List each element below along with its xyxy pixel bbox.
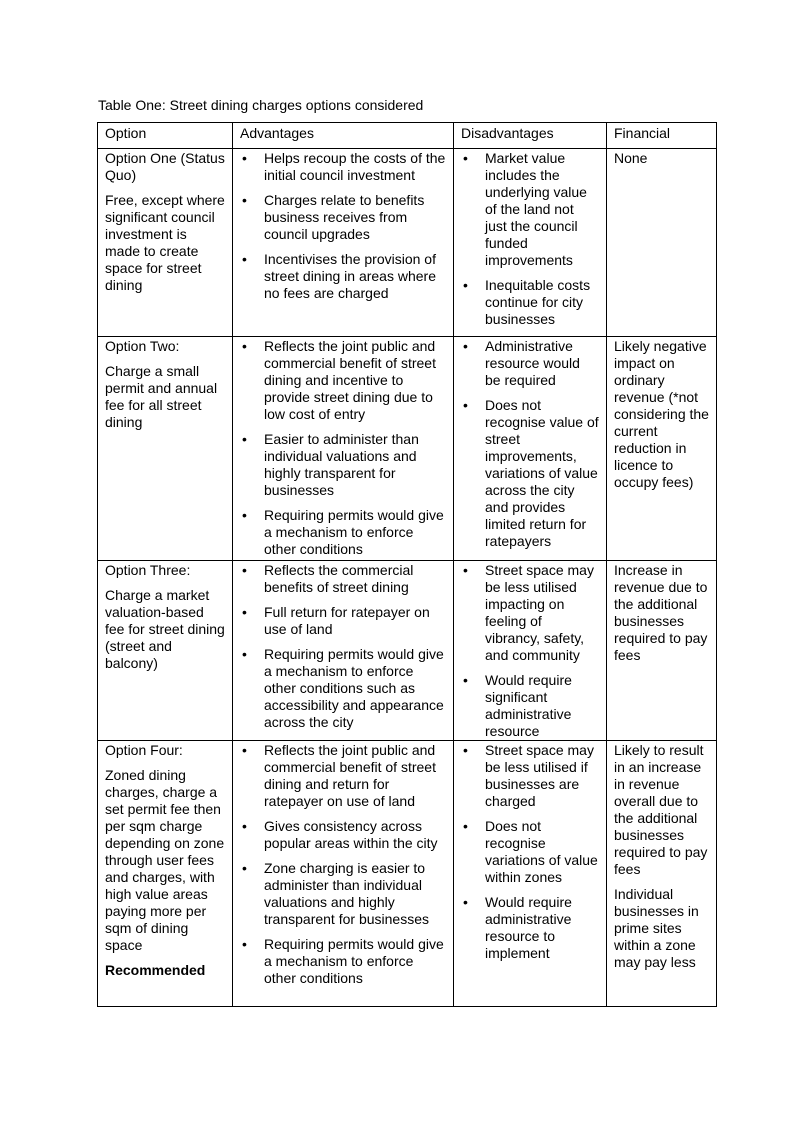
disadvantage-item: • Inequitable costs continue for city businesses — [461, 277, 599, 328]
advantage-item: • Easier to administer than individual valuations and highly transparent for businesses — [240, 431, 446, 499]
table-caption: Table One: Street dining charges options considered — [98, 97, 424, 113]
advantage-item: • Helps recoup the costs of the initial council investment — [240, 150, 446, 184]
advantage-item: • Zone charging is easier to administer than individual valuations and highly transparent for businesses — [240, 860, 446, 928]
advantage-item: • Requiring permits would give a mechanism to enforce other conditions such as accessibility and appearance across the city — [240, 646, 446, 731]
option-cell — [98, 337, 233, 561]
advantages-list — [240, 150, 446, 302]
recommended-label: Recommended — [105, 962, 206, 978]
option-title: Option Four: — [105, 742, 183, 758]
financial-text: Increase in revenue due to the additional businesses required to pay fees — [614, 562, 708, 663]
option-cell — [98, 561, 233, 741]
advantage-item: • Reflects the commercial benefits of street dining — [240, 562, 446, 596]
disadvantage-item: • Does not recognise value of street improvements, variations of value across the city and provides limited return for ratepayers — [461, 397, 599, 550]
advantages-list — [240, 742, 446, 987]
financial-text: None — [614, 150, 648, 166]
table-row-option-two — [98, 337, 717, 561]
financial-cell — [607, 561, 717, 741]
table-row-option-three — [98, 561, 717, 741]
financial-text: Individual businesses in prime sites within a zone may pay less — [614, 886, 699, 970]
header-disadvantages: Disadvantages — [454, 123, 607, 149]
disadvantages-cell — [454, 741, 607, 1007]
option-title: Option One (Status Quo) — [105, 150, 225, 183]
advantages-list — [240, 562, 446, 731]
table-row-option-four — [98, 741, 717, 1007]
financial-cell — [607, 337, 717, 561]
option-description: Charge a market valuation-based fee for street dining (street and balcony) — [105, 587, 225, 671]
options-table — [97, 122, 717, 1007]
advantages-cell — [233, 561, 454, 741]
table-header-row — [98, 123, 717, 149]
advantages-cell — [233, 337, 454, 561]
financial-cell — [607, 149, 717, 337]
advantage-item: • Gives consistency across popular areas within the city — [240, 818, 446, 852]
disadvantages-cell — [454, 337, 607, 561]
advantage-item: • Full return for ratepayer on use of land — [240, 604, 446, 638]
option-cell — [98, 741, 233, 1007]
table-row-option-one — [98, 149, 717, 337]
option-cell — [98, 149, 233, 337]
advantage-item: • Reflects the joint public and commercial benefit of street dining and incentive to provide street dining due to low cost of entry — [240, 338, 446, 423]
disadvantage-item: • Street space may be less utilised if businesses are charged — [461, 742, 599, 810]
disadvantages-cell — [454, 561, 607, 741]
financial-text: Likely negative impact on ordinary revenue (*not considering the current reduction in licence to occupy fees) — [614, 338, 709, 490]
disadvantages-list — [461, 562, 599, 740]
disadvantage-item: • Does not recognise variations of value within zones — [461, 818, 599, 886]
advantages-list — [240, 338, 446, 558]
advantage-item: • Charges relate to benefits business receives from council upgrades — [240, 192, 446, 243]
disadvantages-list — [461, 150, 599, 328]
advantage-item: • Reflects the joint public and commercial benefit of street dining and return for ratepayer on use of land — [240, 742, 446, 810]
disadvantage-item: • Would require administrative resource to implement — [461, 894, 599, 962]
advantage-item: • Requiring permits would give a mechanism to enforce other conditions — [240, 936, 446, 987]
option-description: Free, except where significant council investment is made to create space for street dining — [105, 192, 225, 293]
header-advantages: Advantages — [233, 123, 454, 149]
disadvantage-item: • Market value includes the underlying value of the land not just the council funded improvements — [461, 150, 599, 269]
financial-cell — [607, 741, 717, 1007]
option-title: Option Three: — [105, 562, 191, 578]
header-option: Option — [98, 123, 233, 149]
financial-text: Likely to result in an increase in revenue overall due to the additional businesses required to pay fees — [614, 742, 708, 877]
advantage-item: • Requiring permits would give a mechanism to enforce other conditions — [240, 507, 446, 558]
disadvantage-item: • Street space may be less utilised impacting on feeling of vibrancy, safety, and community — [461, 562, 599, 664]
advantages-cell — [233, 741, 454, 1007]
option-description: Zoned dining charges, charge a set permit fee then per sqm charge depending on zone through user fees and charges, with high value areas paying more per sqm of dining space — [105, 767, 225, 953]
disadvantage-item: • Would require significant administrative resource — [461, 672, 599, 740]
advantages-cell — [233, 149, 454, 337]
disadvantage-item: • Administrative resource would be required — [461, 338, 599, 389]
disadvantages-list — [461, 742, 599, 962]
disadvantages-cell — [454, 149, 607, 337]
header-financial: Financial — [607, 123, 717, 149]
advantage-item: • Incentivises the provision of street dining in areas where no fees are charged — [240, 251, 446, 302]
option-title: Option Two: — [105, 338, 180, 354]
option-description: Charge a small permit and annual fee for all street dining — [105, 363, 218, 430]
disadvantages-list — [461, 338, 599, 550]
